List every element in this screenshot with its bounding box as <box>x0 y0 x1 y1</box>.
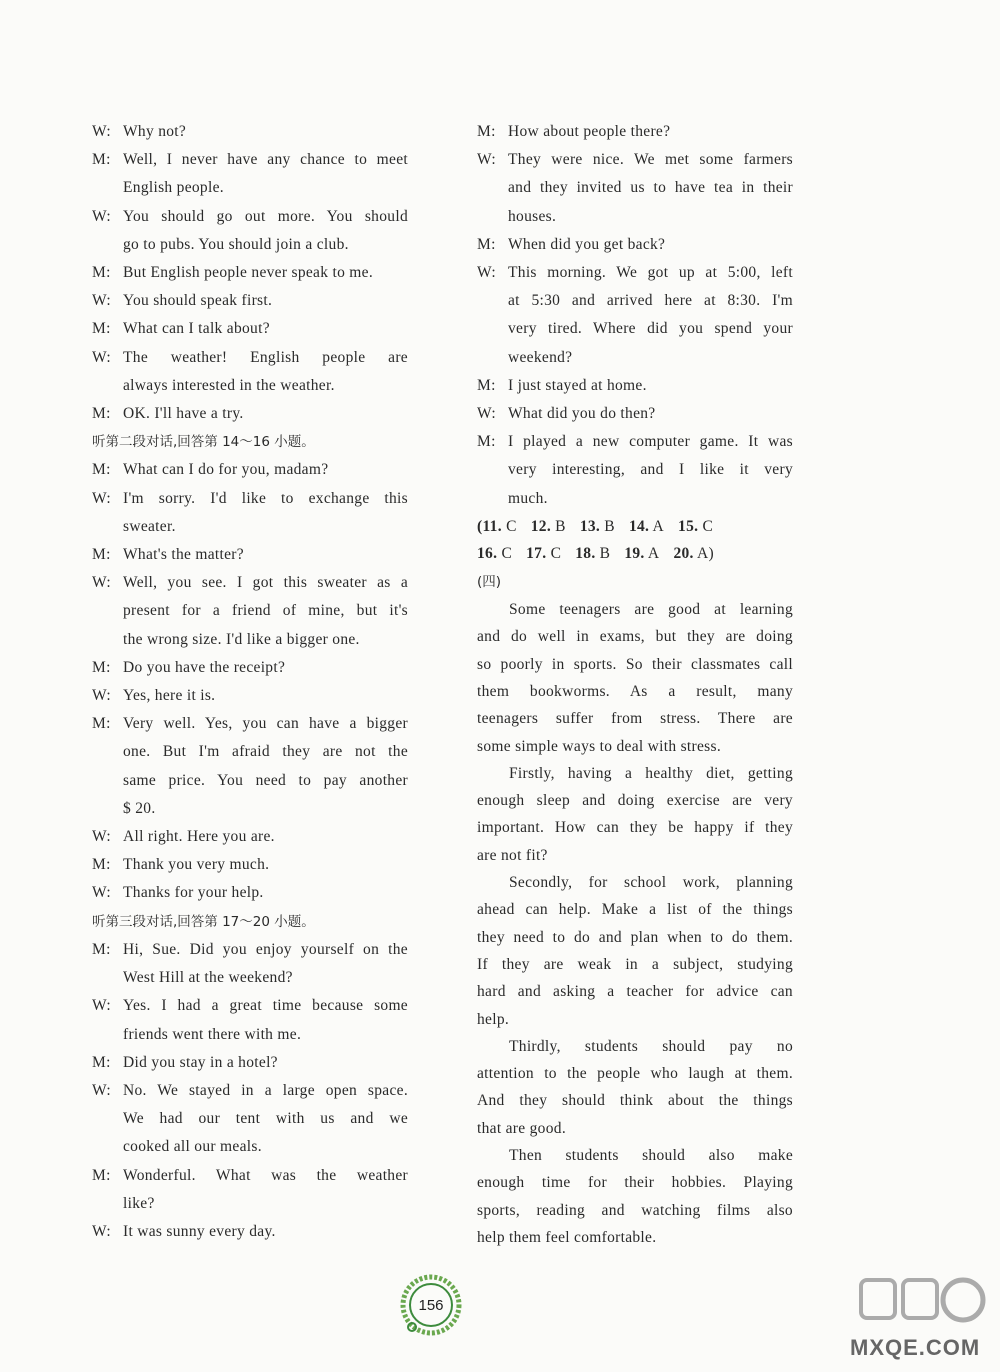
passage-line: hard and asking a teacher for advice can <box>477 983 793 1001</box>
dialogue-line <box>92 964 408 992</box>
answer-item <box>624 545 659 562</box>
speaker-label: M: <box>92 151 111 169</box>
speaker-label: W: <box>92 292 111 310</box>
question-number: 12. <box>530 517 551 535</box>
answer-letter: B <box>595 545 611 563</box>
dialogue-text: Wonderful. What was the weather <box>123 1166 408 1184</box>
dialogue-line <box>92 767 408 795</box>
dialogue-text: What's the matter? <box>123 546 244 564</box>
passage-paragraph <box>477 596 793 760</box>
dialogue-line <box>92 626 408 654</box>
speaker-label: M: <box>477 376 496 394</box>
passage-line: that are good. <box>477 1119 566 1137</box>
speaker-label <box>477 287 508 315</box>
dialogue-text: very tired. Where did you spend your <box>508 320 793 338</box>
dialogue-line <box>92 936 408 964</box>
dialogue-text: What did you do then? <box>508 405 656 423</box>
speaker-label: W: <box>92 207 111 225</box>
speaker-label <box>92 513 123 541</box>
dialogue-text: I'm sorry. I'd like to exchange this <box>123 489 408 507</box>
dialogue-text: I played a new computer game. It was <box>508 433 793 451</box>
speaker-label <box>92 231 123 259</box>
dialogue-line <box>477 146 793 174</box>
question-number: 16. <box>477 545 498 563</box>
dialogue-line <box>477 174 793 202</box>
dialogue-line <box>92 682 408 710</box>
dialogue-line <box>477 485 793 513</box>
speaker-label: W: <box>92 489 111 507</box>
answer-letter: A) <box>693 545 714 563</box>
dialogue-text: Hi, Sue. Did you enjoy yourself on the <box>123 940 408 958</box>
dialogue-text: The weather! English people are <box>123 348 408 366</box>
speaker-label: W: <box>92 828 111 846</box>
speaker-label: W: <box>92 123 111 140</box>
dialogue-line <box>477 231 793 259</box>
speaker-label <box>477 315 508 343</box>
dialogue-line <box>477 203 793 231</box>
speaker-label: M: <box>477 123 496 140</box>
passage-line: sports, reading and watching films also <box>477 1201 793 1219</box>
dialogue-text: Well, you see. I got this sweater as a <box>123 574 408 592</box>
dialogue-text: It was sunny every day. <box>123 1222 276 1240</box>
dialogue-text: Well, I never have any chance to meet <box>123 151 408 169</box>
question-number: 13. <box>579 517 601 535</box>
speaker-label: M: <box>477 433 496 451</box>
dialogue-line <box>92 654 408 682</box>
speaker-label <box>92 1105 123 1133</box>
speaker-label <box>92 795 123 823</box>
dialogue-line <box>92 344 408 372</box>
dialogue-text: the wrong size. I'd like a bigger one. <box>123 630 360 648</box>
dialogue-text: They were nice. We met some farmers <box>508 151 793 169</box>
answer-item <box>526 545 561 562</box>
section-label: (四) <box>477 573 502 590</box>
answer-letter: C <box>497 545 513 563</box>
dialogue-text: and they invited us to have tea in their <box>508 179 793 197</box>
passage-line: Firstly, having a healthy diet, getting <box>509 764 793 782</box>
dialogue-line <box>92 710 408 738</box>
dialogue-text: like? <box>123 1194 155 1212</box>
answer-letter: B <box>600 517 615 535</box>
page-number-badge <box>398 1272 464 1338</box>
dialogue-line <box>92 823 408 851</box>
speaker-label <box>92 1190 123 1218</box>
speaker-label <box>477 485 508 513</box>
answer-item <box>629 518 664 535</box>
speaker-label <box>92 964 123 992</box>
speaker-label: M: <box>477 235 496 253</box>
passage-line: If they are weak in a subject, studying <box>477 955 793 973</box>
dialogue-line <box>92 1218 408 1246</box>
dialogue-text: sweater. <box>123 517 176 535</box>
dialogue-text: Thanks for your help. <box>123 884 264 902</box>
section-instruction: 听第二段对话,回答第 14～16 小题。 <box>92 434 315 451</box>
speaker-label <box>92 626 123 654</box>
passage-paragraph <box>477 1142 793 1251</box>
dialogue-text: much. <box>508 489 548 507</box>
watermark-url: MXQE.COM <box>850 1335 981 1360</box>
question-number: (11. <box>477 517 502 535</box>
dialogue-line <box>92 569 408 597</box>
dialogue-line <box>92 1021 408 1049</box>
dialogue-line <box>477 456 793 484</box>
speaker-label <box>92 767 123 795</box>
dialogue-line <box>92 795 408 823</box>
passage-line: Some teenagers are good at learning <box>509 601 793 619</box>
dialogue-line <box>92 1105 408 1133</box>
dialogue-text: English people. <box>123 179 224 197</box>
dialogue-line <box>92 1077 408 1105</box>
answer-item <box>575 545 610 562</box>
question-number: 15. <box>678 517 699 535</box>
dialogue-line <box>477 259 793 287</box>
answer-letter: A <box>649 517 665 535</box>
speaker-label <box>92 738 123 766</box>
passage-line: important. How can they be happy if they <box>477 819 793 837</box>
dialogue-text: West Hill at the weekend? <box>123 969 293 987</box>
passage-line: Secondly, for school work, planning <box>509 874 793 892</box>
passage-line: And they should think about the things <box>477 1092 793 1110</box>
dialogue-line <box>92 203 408 231</box>
speaker-label <box>477 203 508 231</box>
passage-line: so poorly in sports. So their classmates call <box>477 655 793 673</box>
dialogue-text: at 5:30 and arrived here at 8:30. I'm <box>508 292 793 310</box>
passage-line: help. <box>477 1010 510 1028</box>
dialogue-text: No. We stayed in a large open space. <box>123 1081 408 1099</box>
question-number: 19. <box>624 545 645 563</box>
speaker-label: W: <box>477 264 496 282</box>
speaker-label: W: <box>477 405 496 423</box>
passage-line: help them feel comfortable. <box>477 1228 657 1246</box>
speaker-label <box>92 597 123 625</box>
dialogue-line <box>92 513 408 541</box>
dialogue-text: weekend? <box>508 348 573 366</box>
left-column <box>92 118 408 1246</box>
dialogue-text: OK. I'll have a try. <box>123 405 244 423</box>
dialogue-line <box>477 315 793 343</box>
speaker-label: W: <box>92 884 111 902</box>
passage-line: are not fit? <box>477 846 548 864</box>
passage-line: enough sleep and doing exercise are very <box>477 792 793 810</box>
passage-line: enough time for their hobbies. Playing <box>477 1174 793 1192</box>
answer-item <box>678 518 713 535</box>
dialogue-line <box>92 118 408 146</box>
dialogue-text: We had our tent with us and we <box>123 1110 408 1128</box>
speaker-label <box>92 1021 123 1049</box>
speaker-label <box>477 174 508 202</box>
speaker-label: W: <box>92 348 111 366</box>
dialogue-text: one. But I'm afraid they are not the <box>123 743 408 761</box>
dialogue-text: cooked all our meals. <box>123 1138 262 1156</box>
dialogue-text: What can I do for you, madam? <box>123 461 329 479</box>
speaker-label <box>92 1133 123 1161</box>
answer-letter: B <box>551 517 566 535</box>
right-column <box>477 118 793 1251</box>
dialogue-text: How about people there? <box>508 123 671 140</box>
dialogue-line <box>477 372 793 400</box>
dialogue-line <box>477 118 793 146</box>
dialogue-line <box>92 541 408 569</box>
passage-line: some simple ways to deal with stress. <box>477 737 722 755</box>
section-instruction: 听第三段对话,回答第 17～20 小题。 <box>92 913 315 930</box>
dialogue-text: You should speak first. <box>123 292 273 310</box>
dialogue-line <box>92 1162 408 1190</box>
dialogue-line <box>477 428 793 456</box>
page-number: 156 <box>418 1296 444 1314</box>
dialogue-text: $ 20. <box>123 799 156 817</box>
dialogue-line <box>92 485 408 513</box>
passage-paragraph <box>477 1033 793 1142</box>
dialogue-text: houses. <box>508 207 557 225</box>
dialogue-line <box>92 992 408 1020</box>
dialogue-line <box>92 597 408 625</box>
dialogue-text: same price. You need to pay another <box>123 771 408 789</box>
answer-item <box>477 518 517 535</box>
passage-line: and do well in exams, but they are doing <box>477 628 793 646</box>
speaker-label: W: <box>92 1222 111 1240</box>
dialogue-text: go to pubs. You should join a club. <box>123 235 349 253</box>
passage-line: them bookworms. As a result, many <box>477 682 793 700</box>
passage-paragraph <box>477 760 793 869</box>
passage-paragraph <box>477 869 793 1033</box>
speaker-label: M: <box>92 715 111 733</box>
dialogue-text: Why not? <box>123 123 187 140</box>
speaker-label: M: <box>92 546 111 564</box>
dialogue-text: What can I talk about? <box>123 320 270 338</box>
dialogue-line <box>92 231 408 259</box>
dialogue-text: I just stayed at home. <box>508 376 647 394</box>
speaker-label <box>477 344 508 372</box>
question-number: 14. <box>628 517 650 535</box>
speaker-label: M: <box>92 940 111 958</box>
dialogue-line <box>92 146 408 174</box>
speaker-label: W: <box>92 574 111 592</box>
dialogue-text: You should go out more. You should <box>123 207 408 225</box>
dialogue-line <box>477 400 793 428</box>
passage-line: Then students should also make <box>509 1146 793 1164</box>
dialogue-text: Thank you very much. <box>123 856 270 874</box>
dialogue-line <box>92 1190 408 1218</box>
dialogue-text: very interesting, and I like it very <box>508 461 793 479</box>
speaker-label: M: <box>92 405 111 423</box>
dialogue-text: Did you stay in a hotel? <box>123 1053 278 1071</box>
dialogue-line <box>92 287 408 315</box>
dialogue-line <box>92 738 408 766</box>
answer-letter: C <box>698 517 714 535</box>
speaker-label: W: <box>477 151 496 169</box>
question-number: 20. <box>673 545 694 563</box>
dialogue-line <box>92 174 408 202</box>
dialogue-text: friends went there with me. <box>123 1025 302 1043</box>
dialogue-line <box>92 315 408 343</box>
dialogue-text: Yes. I had a great time because some <box>123 997 408 1015</box>
dialogue-text: All right. Here you are. <box>123 828 275 846</box>
answer-item <box>580 518 615 535</box>
passage-line: teenagers suffer from stress. There are <box>477 710 793 728</box>
speaker-label: W: <box>92 1081 111 1099</box>
dialogue-line <box>477 344 793 372</box>
dialogue-line <box>92 879 408 907</box>
dialogue-text: Yes, here it is. <box>123 687 216 705</box>
question-number: 18. <box>575 545 596 563</box>
dialogue-text: Do you have the receipt? <box>123 658 286 676</box>
passage-line: they need to do and plan when to do them. <box>477 928 793 946</box>
speaker-label: M: <box>92 1053 111 1071</box>
speaker-label: W: <box>92 997 111 1015</box>
passage-line: Thirdly, students should pay no <box>509 1037 793 1055</box>
answer-row <box>477 513 793 541</box>
speaker-label: M: <box>92 264 111 282</box>
speaker-label: M: <box>92 320 111 338</box>
answer-letter: C <box>501 517 517 535</box>
dialogue-line <box>92 851 408 879</box>
answer-item <box>531 518 566 535</box>
dialogue-line <box>92 1133 408 1161</box>
dialogue-line <box>92 1049 408 1077</box>
dialogue-line <box>477 287 793 315</box>
speaker-label: M: <box>92 1166 111 1184</box>
answer-row <box>477 540 793 568</box>
dialogue-text: Very well. Yes, you can have a bigger <box>123 715 408 733</box>
answer-letter: A <box>644 545 660 563</box>
speaker-label <box>477 456 508 484</box>
passage-line: attention to the people who laugh at them. <box>477 1065 793 1083</box>
dialogue-text: But English people never speak to me. <box>123 264 374 282</box>
speaker-label <box>92 372 123 400</box>
speaker-label: M: <box>92 856 111 874</box>
answer-letter: C <box>546 545 562 563</box>
question-number: 17. <box>526 545 547 563</box>
dialogue-line <box>92 372 408 400</box>
answer-item <box>477 545 512 562</box>
speaker-label: M: <box>92 658 111 676</box>
dialogue-text: When did you get back? <box>508 235 666 253</box>
speaker-label <box>92 174 123 202</box>
passage-line: ahead can help. Make a list of the things <box>477 901 793 919</box>
dialogue-line <box>92 259 408 287</box>
speaker-label: W: <box>92 687 111 705</box>
dialogue-text: present for a friend of mine, but it's <box>123 602 408 620</box>
dialogue-text: always interested in the weather. <box>123 376 335 394</box>
speaker-label: M: <box>92 461 111 479</box>
dialogue-text: This morning. We got up at 5:00, left <box>508 264 793 282</box>
dialogue-line <box>92 456 408 484</box>
answer-item <box>673 545 714 562</box>
dialogue-line <box>92 400 408 428</box>
